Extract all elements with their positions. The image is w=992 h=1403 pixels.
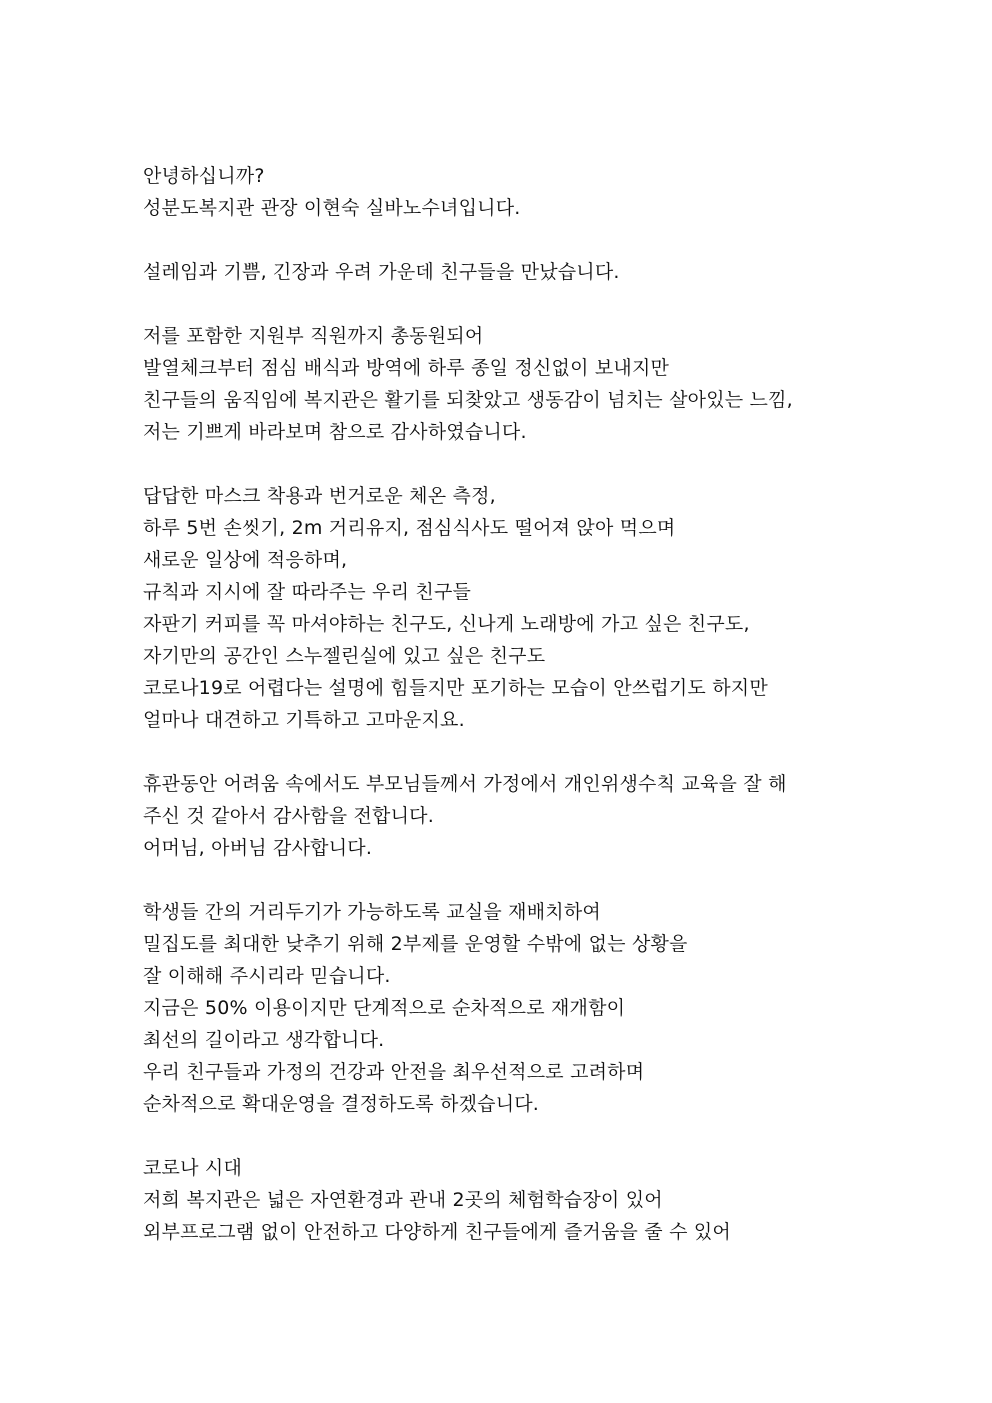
paragraph-gap xyxy=(143,1120,883,1152)
text-line: 하루 5번 손씻기, 2m 거리유지, 점심식사도 떨어져 앉아 먹으며 xyxy=(143,517,676,539)
text-line: 친구들의 움직임에 복지관은 활기를 되찾았고 생동감이 넘치는 살아있는 느낌, xyxy=(143,389,793,411)
text-line: 안녕하십니까? xyxy=(143,165,265,187)
text-line: 성분도복지관 관장 이현숙 실바노수녀입니다. xyxy=(143,197,521,219)
text-line: 발열체크부터 점심 배식과 방역에 하루 종일 정신없이 보내지만 xyxy=(143,357,670,379)
text-line: 얼마나 대견하고 기특하고 고마운지요. xyxy=(143,709,465,731)
text-line: 코로나19로 어렵다는 설명에 힘들지만 포기하는 모습이 안쓰럽기도 하지만 xyxy=(143,677,768,699)
paragraph-gap xyxy=(143,736,883,768)
text-line: 저를 포함한 지원부 직원까지 총동원되어 xyxy=(143,325,484,347)
paragraph-rules xyxy=(143,480,883,736)
paragraph-gap xyxy=(143,288,883,320)
paragraph-greeting xyxy=(143,160,883,224)
paragraph-corona-era xyxy=(143,1152,883,1248)
text-line: 휴관동안 어려움 속에서도 부모님들께서 가정에서 개인위생수칙 교육을 잘 해 xyxy=(143,773,787,795)
text-line: 저희 복지관은 넓은 자연환경과 관내 2곳의 체험학습장이 있어 xyxy=(143,1189,663,1211)
text-line: 새로운 일상에 적응하며, xyxy=(143,549,348,571)
text-line: 자판기 커피를 꼭 마셔야하는 친구도, 신나게 노래방에 가고 싶은 친구도, xyxy=(143,613,750,635)
paragraph-gap xyxy=(143,224,883,256)
paragraph-distancing xyxy=(143,896,883,1120)
text-line: 잘 이해해 주시리라 믿습니다. xyxy=(143,965,391,987)
text-line: 규칙과 지시에 잘 따라주는 우리 친구들 xyxy=(143,581,472,603)
paragraph-staff xyxy=(143,320,883,448)
paragraph-meeting xyxy=(143,256,883,288)
text-line: 저는 기쁘게 바라보며 참으로 감사하였습니다. xyxy=(143,421,527,443)
text-line: 설레임과 기쁨, 긴장과 우려 가운데 친구들을 만났습니다. xyxy=(143,261,620,283)
text-line: 자기만의 공간인 스누젤린실에 있고 싶은 친구도 xyxy=(143,645,546,667)
text-line: 주신 것 같아서 감사함을 전합니다. xyxy=(143,805,434,827)
text-line: 학생들 간의 거리두기가 가능하도록 교실을 재배치하여 xyxy=(143,901,601,923)
text-line: 답답한 마스크 착용과 번거로운 체온 측정, xyxy=(143,485,496,507)
text-line: 코로나 시대 xyxy=(143,1157,243,1179)
text-line: 최선의 길이라고 생각합니다. xyxy=(143,1029,385,1051)
text-line: 우리 친구들과 가정의 건강과 안전을 최우선적으로 고려하며 xyxy=(143,1061,645,1083)
text-line: 어머님, 아버님 감사합니다. xyxy=(143,837,373,859)
paragraph-gap xyxy=(143,864,883,896)
letter-body xyxy=(143,160,883,1248)
text-line: 지금은 50% 이용이지만 단계적으로 순차적으로 재개함이 xyxy=(143,997,626,1019)
text-line: 순차적으로 확대운영을 결정하도록 하겠습니다. xyxy=(143,1093,540,1115)
paragraph-parents xyxy=(143,768,883,864)
paragraph-gap xyxy=(143,448,883,480)
text-line: 밀집도를 최대한 낮추기 위해 2부제를 운영할 수밖에 없는 상황을 xyxy=(143,933,688,955)
text-line: 외부프로그램 없이 안전하고 다양하게 친구들에게 즐거움을 줄 수 있어 xyxy=(143,1221,731,1243)
